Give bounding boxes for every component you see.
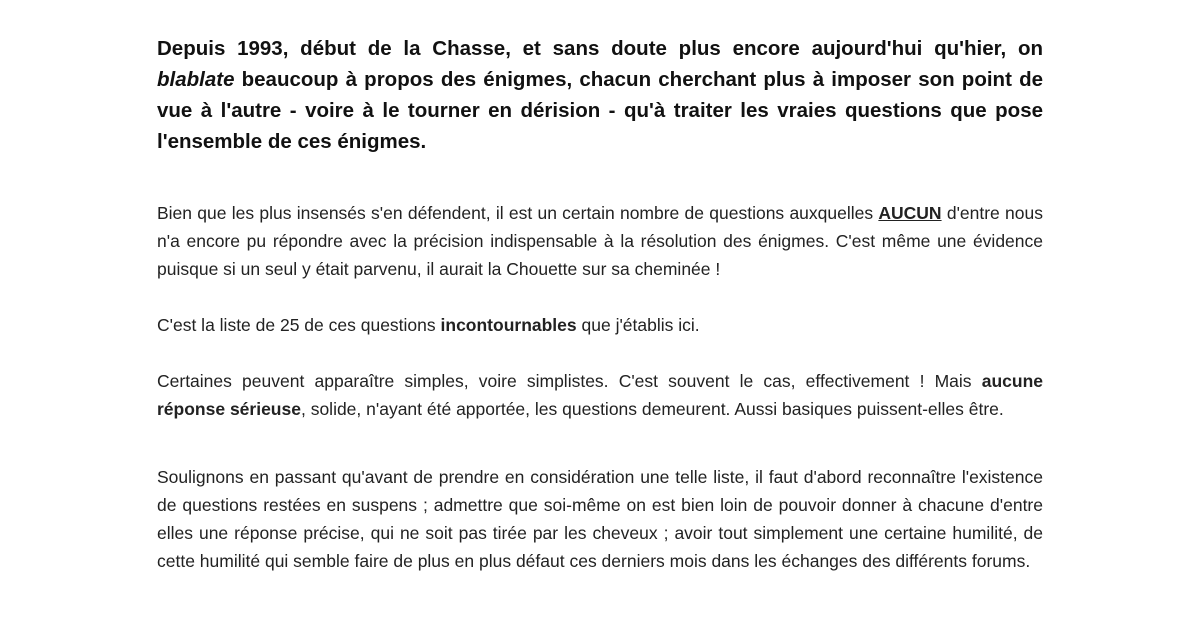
paragraph-1-text-end: d'entre nous n'a encore pu répondre avec la précision indispensable à la résolution des énigmes. C'est même une évidence puisque si un seul y était parvenu, il aurait la Chouette sur sa cheminée ! — [157, 203, 1043, 279]
intro-heading-italic-word: blablate — [157, 68, 235, 91]
paragraph-simple-questions — [157, 367, 1043, 423]
intro-heading — [157, 33, 1043, 157]
paragraph-2-text-end: que j'établis ici. — [576, 315, 700, 335]
paragraph-unanswered-questions — [157, 199, 1043, 283]
paragraph-list-intro — [157, 311, 1043, 339]
document-body — [157, 33, 1043, 575]
paragraph-2-text-start: C'est la liste de 25 de ces questions — [157, 315, 441, 335]
paragraph-3-text-start: Certaines peuvent apparaître simples, voire simplistes. C'est souvent le cas, effectivement ! Mais — [157, 371, 982, 391]
paragraph-2-emphasis: incontournables — [440, 315, 577, 335]
intro-heading-text-start: Depuis 1993, début de la Chasse, et sans doute plus encore aujourd'hui qu'hier, on — [157, 37, 1043, 60]
intro-heading-text-end: beaucoup à propos des énigmes, chacun cherchant plus à imposer son point de vue à l'autre - voire à le tourner en dérision - qu'à traiter les vraies questions que pose l'ensemble de ces énigmes. — [157, 68, 1043, 153]
paragraph-1-emphasis-aucun: AUCUN — [878, 203, 942, 223]
paragraph-humility — [157, 463, 1043, 575]
paragraph-1-text-start: Bien que les plus insensés s'en défendent, il est un certain nombre de questions auxquelles — [157, 203, 879, 223]
paragraph-3-text-end: , solide, n'ayant été apportée, les questions demeurent. Aussi basiques puissent-elles être. — [300, 399, 1004, 419]
paragraph-3-emphasis: aucune réponse sérieuse — [157, 371, 1043, 419]
paragraph-4-text: Soulignons en passant qu'avant de prendre en considération une telle liste, il faut d'abord reconnaître l'existence de questions restées en suspens ; admettre que soi-même on est bien loin de pouvoir donner à chacune d'entre elles une réponse précise, qui ne soit pas tirée par les cheveux ; avoir tout simplement une certaine humilité, de cette humilité qui semble faire de plus en plus défaut ces derniers mois dans les échanges des différents forums. — [157, 467, 1043, 571]
